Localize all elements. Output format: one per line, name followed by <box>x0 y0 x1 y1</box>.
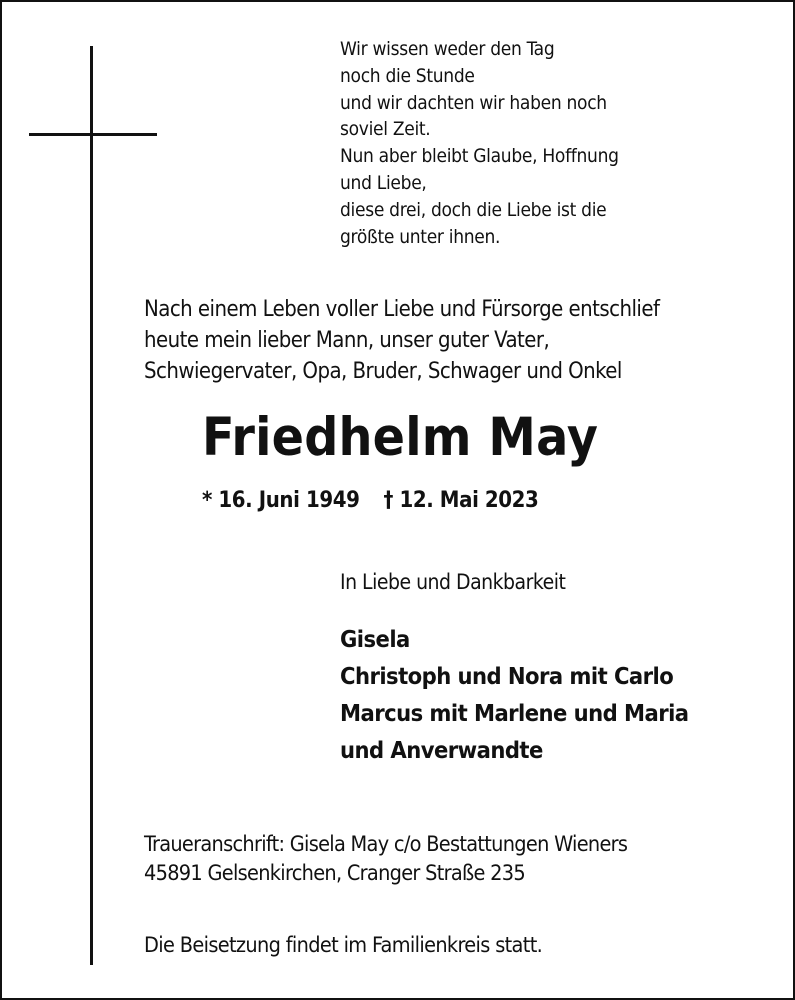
poem-line: soviel Zeit. <box>340 118 431 141</box>
poem-line: und Liebe, <box>340 171 427 194</box>
poem-verse <box>340 36 760 250</box>
death-date: † 12. Mai 2023 <box>383 488 539 513</box>
birth-date: * 16. Juni 1949 <box>202 488 360 513</box>
mourning-address <box>144 830 784 888</box>
intro-line: Nach einem Leben voller Liebe und Fürsorge entschlief <box>144 297 660 322</box>
poem-line: noch die Stunde <box>340 64 475 87</box>
mourner-line: Gisela <box>340 625 410 653</box>
poem-line: und wir dachten wir haben noch <box>340 91 607 114</box>
poem-line: größte unter ihnen. <box>340 225 501 248</box>
intro-line: Schwiegervater, Opa, Bruder, Schwager und Onkel <box>144 359 622 384</box>
address-line: Traueranschrift: Gisela May c/o Bestattungen Wieners <box>144 832 628 857</box>
mourners-list <box>340 621 689 769</box>
poem-line: Wir wissen weder den Tag <box>340 38 555 60</box>
cross-icon-crossbar <box>29 133 157 136</box>
deceased-name: Friedhelm May <box>202 407 599 468</box>
mourner-line: und Anverwandte <box>340 736 543 764</box>
funeral-note: Die Beisetzung findet im Familienkreis statt. <box>144 933 543 958</box>
mourner-line: Marcus mit Marlene und Maria <box>340 699 689 727</box>
life-dates <box>202 484 538 518</box>
poem-line: Nun aber bleibt Glaube, Hoffnung <box>340 145 619 168</box>
gratitude-line: In Liebe und Dankbarkeit <box>340 570 566 594</box>
intro-line: heute mein lieber Mann, unser guter Vater, <box>144 328 550 353</box>
address-line: 45891 Gelsenkirchen, Cranger Straße 235 <box>144 861 525 886</box>
mourner-line: Christoph und Nora mit Carlo <box>340 662 674 690</box>
cross-icon <box>90 46 93 965</box>
intro-text <box>144 294 784 387</box>
poem-line: diese drei, doch die Liebe ist die <box>340 198 607 221</box>
